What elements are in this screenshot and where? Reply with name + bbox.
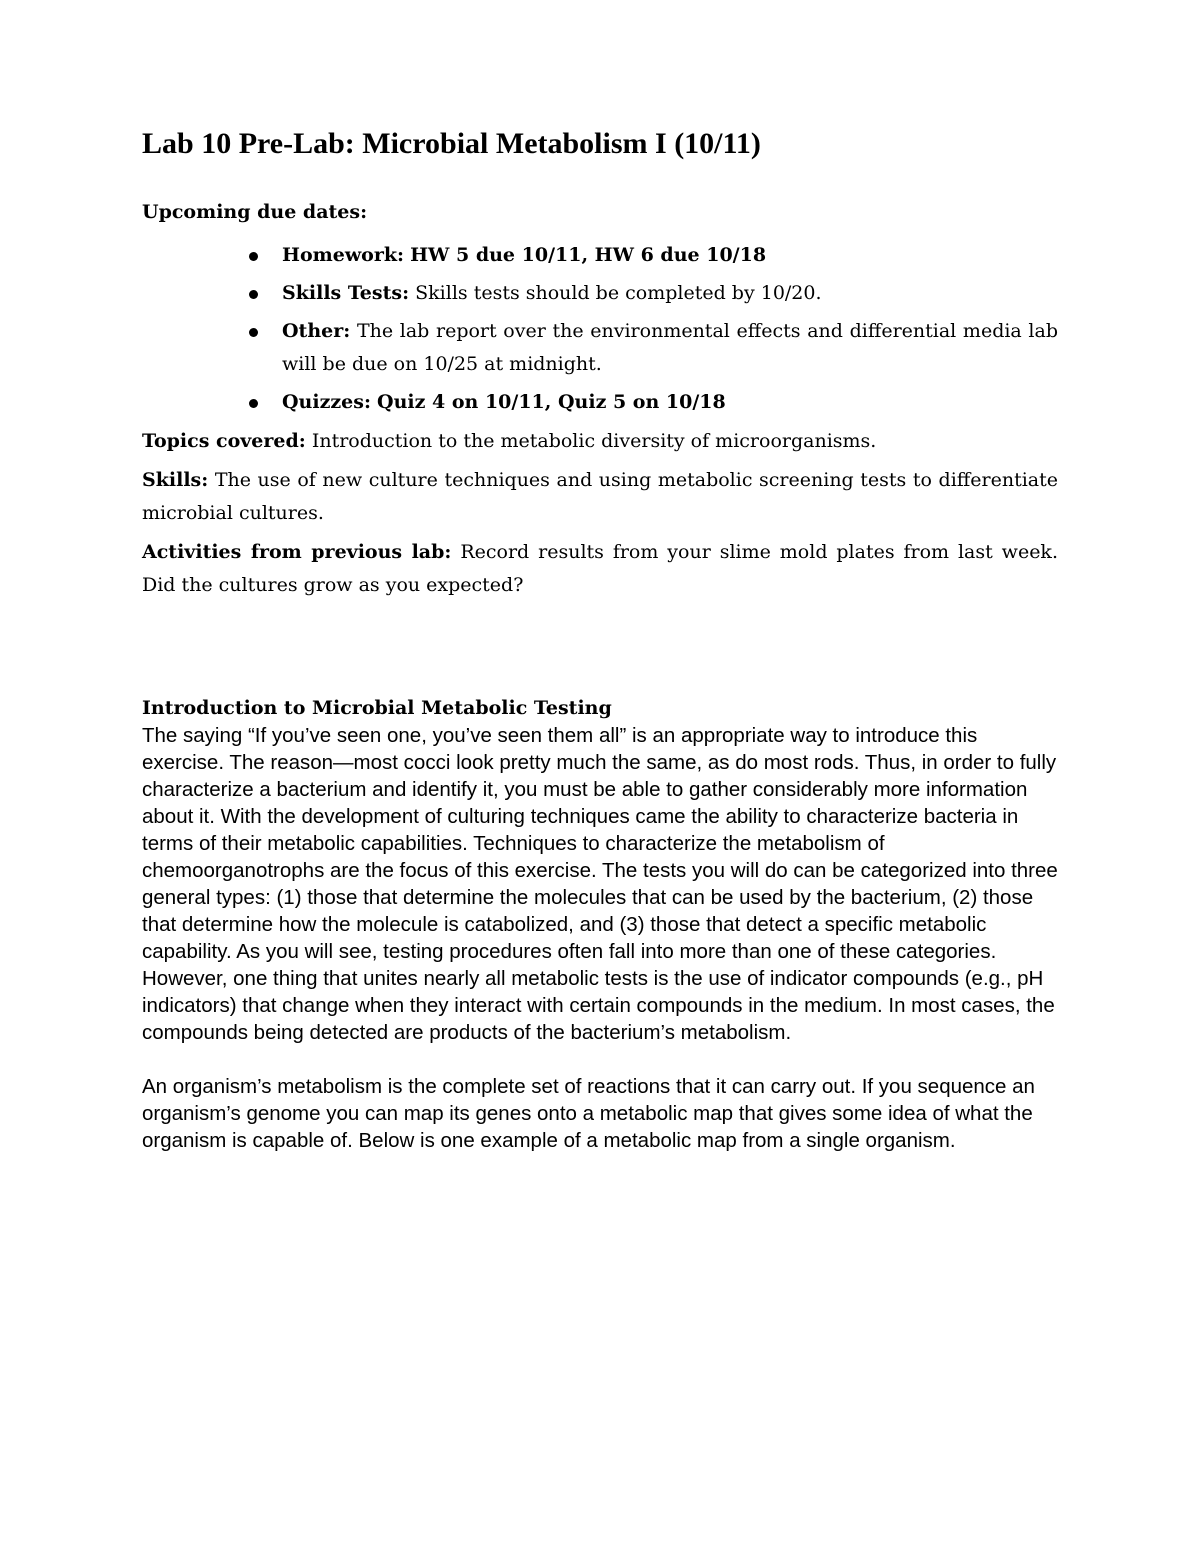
skills-label: Skills: xyxy=(142,469,209,491)
topics-label: Topics covered: xyxy=(142,430,306,452)
document-title: Lab 10 Pre-Lab: Microbial Metabolism I (10/11) xyxy=(142,127,761,160)
due-item-label: Homework: xyxy=(282,244,405,266)
bullet-icon xyxy=(249,252,258,261)
course-info-section xyxy=(142,196,1058,608)
topics-covered-paragraph xyxy=(142,425,1058,458)
due-item-text: The lab report over the environmental effects and differential media lab will be due on 10/25 at midnight. xyxy=(282,320,1058,375)
skills-paragraph xyxy=(142,464,1058,530)
due-item-homework xyxy=(142,239,1058,272)
due-item-other xyxy=(142,315,1058,381)
bullet-icon xyxy=(249,290,258,299)
bullet-icon xyxy=(249,328,258,337)
due-item-label: Quizzes: xyxy=(282,391,371,413)
due-dates-heading: Upcoming due dates: xyxy=(142,201,368,223)
topics-text: Introduction to the metabolic diversity of microorganisms. xyxy=(311,430,877,452)
intro-section xyxy=(142,695,1062,1181)
due-dates-list xyxy=(142,239,1058,419)
activities-paragraph xyxy=(142,536,1058,602)
bullet-icon xyxy=(249,399,258,408)
due-item-text: Quiz 4 on 10/11, Quiz 5 on 10/18 xyxy=(377,391,726,413)
activities-text: Record results from your slime mold plates from last week. Did the cultures grow as you expected? xyxy=(142,541,1058,596)
intro-heading: Introduction to Microbial Metabolic Testing xyxy=(142,697,612,719)
due-item-label: Skills Tests: xyxy=(282,282,410,304)
due-item-text: HW 5 due 10/11, HW 6 due 10/18 xyxy=(410,244,767,266)
skills-text: The use of new culture techniques and using metabolic screening tests to differentiate microbial cultures. xyxy=(142,469,1058,524)
intro-paragraph: The saying “If you’ve seen one, you’ve seen them all” is an appropriate way to introduce this exercise. The reason—most cocci look pretty much the same, as do most rods. Thus, in order to fully characterize a bacterium and identify it, you must be able to gather considerably more information about it. With the development of culturing techniques came the ability to characterize bacteria in terms of their metabolic capabilities. Techniques to characterize the metabolism of chemoorganotrophs are the focus of this exercise. The tests you will do can be categorized into three general types: (1) those that determine the molecules that can be used by the bacterium, (2) those that determine how the molecule is catabolized, and (3) those that detect a specific metabolic capability. As you will see, testing procedures often fall into more than one of these categories. However, one thing that unites nearly all metabolic tests is the use of indicator compounds (e.g., pH indicators) that change when they interact with certain compounds in the medium. In most cases, the compounds being detected are products of the bacterium’s metabolism. xyxy=(142,724,1058,1044)
metabolism-paragraph: An organism’s metabolism is the complete set of reactions that it can carry out. If you sequence an organism’s genome you can map its genes onto a metabolic map that gives some idea of what the organism is capable of. Below is one example of a metabolic map from a single organism. xyxy=(142,1075,1035,1152)
due-item-text: Skills tests should be completed by 10/20. xyxy=(415,282,822,304)
due-item-label: Other: xyxy=(282,320,351,342)
due-item-skills-tests xyxy=(142,277,1058,310)
due-item-quizzes xyxy=(142,386,1058,419)
activities-label: Activities from previous lab: xyxy=(142,541,452,563)
